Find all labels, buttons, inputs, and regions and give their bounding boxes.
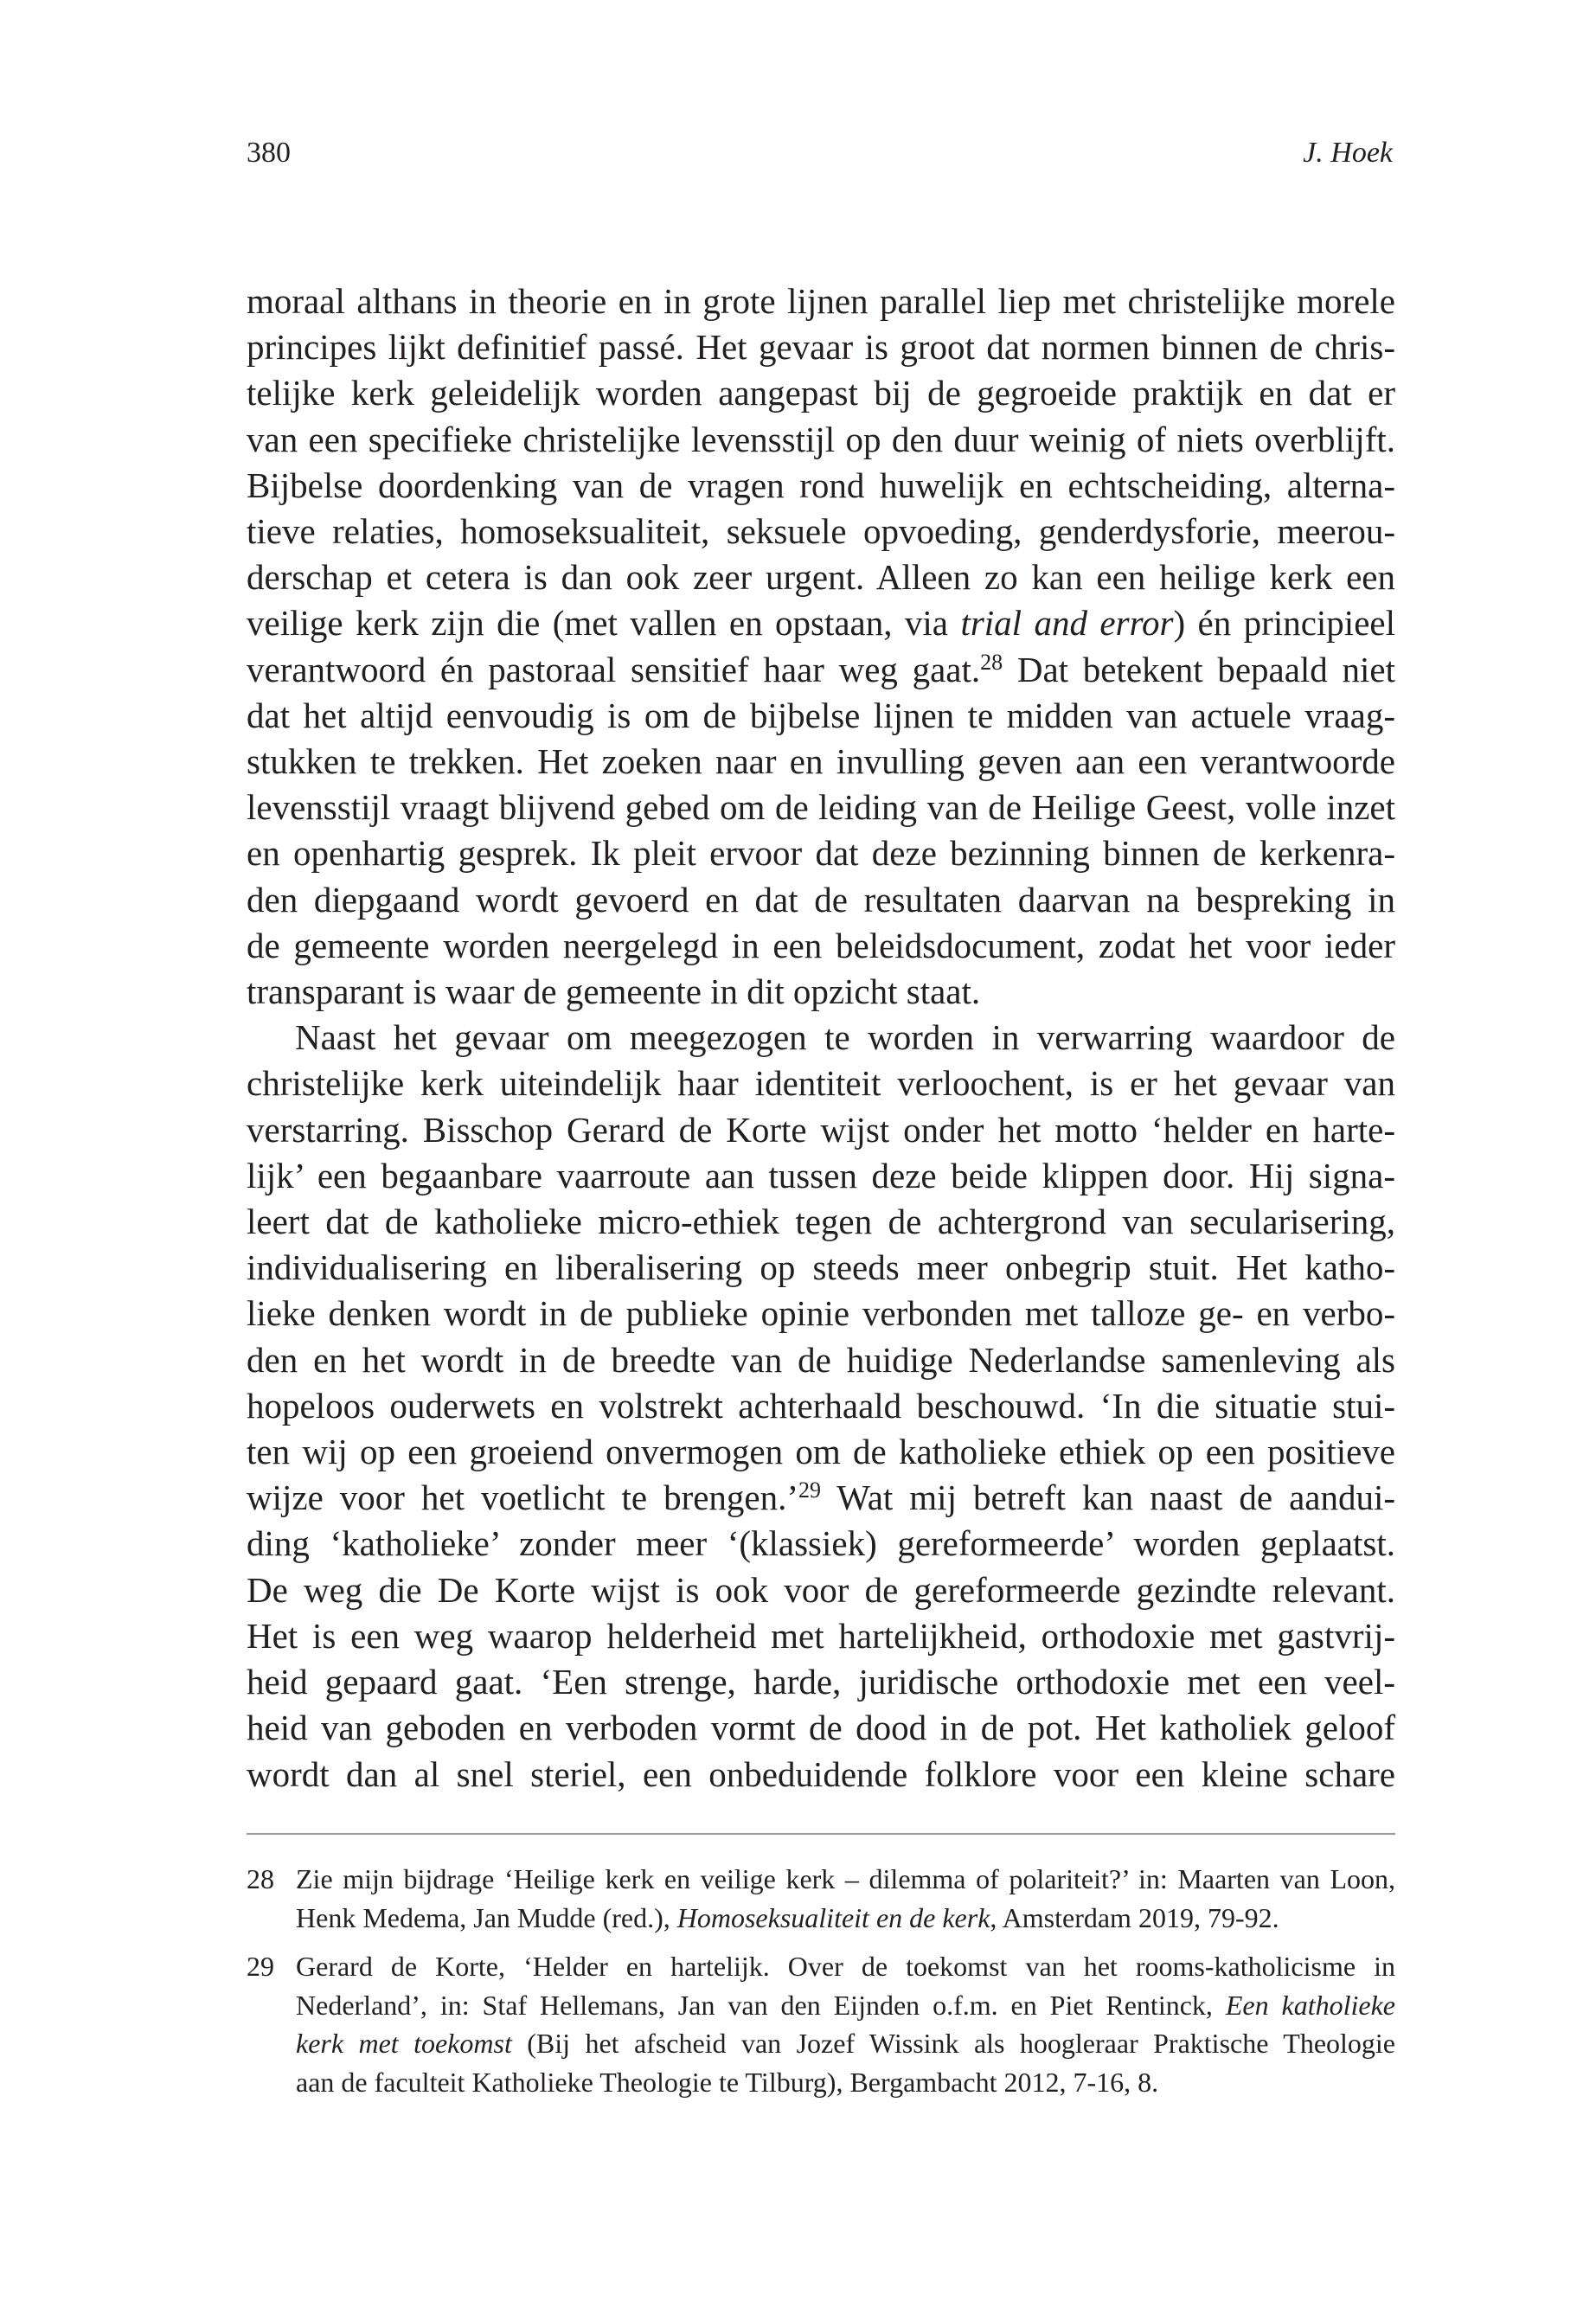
footnote-line: Gerard de Korte, ‘Helder en hartelijk. Over de toekomst van het rooms-katholicisme in (296, 1951, 1395, 1982)
body-line: lijk’ een begaanbare vaarroute aan tussen deze beide klippen door. Hij signa- (247, 1155, 1395, 1195)
body-line: verstarring. Bisschop Gerard de Korte wijst onder het motto ‘helder en harte- (247, 1109, 1395, 1150)
body-line: ding ‘katholieke’ zonder meer ‘(klassiek) gereformeerde’ worden geplaatst. (247, 1523, 1395, 1564)
body-line: moraal althans in theorie en in grote lijnen parallel liep met christelijke morele (247, 281, 1395, 321)
text-run: ) én principieel (1173, 603, 1395, 644)
body-line: de gemeente worden neergelegd in een beleidsdocument, zodat het voor ieder (247, 925, 1395, 965)
body-line: derschap et cetera is dan ook zeer urgent. Alleen zo kan een heilige kerk een (247, 557, 1395, 598)
running-head-author: J. Hoek (1303, 137, 1393, 169)
footnote-ref-28[interactable]: 28 (980, 649, 1003, 675)
body-line: den en het wordt in de breedte van de huidige Nederlandse samenleving als (247, 1339, 1395, 1380)
body-line: hopeloos ouderwets en volstrekt achterhaald beschouwd. ‘In die situatie stui- (247, 1385, 1395, 1426)
body-line: van een specifieke christelijke levensstijl op den duur weinig of niets overblijft. (247, 419, 1395, 459)
body-line: en openhartig gesprek. Ik pleit ervoor dat deze bezinning binnen de kerkenra- (247, 833, 1395, 874)
body-line: ten wij op een groeiend onvermogen om de katholieke ethiek op een positieve (247, 1432, 1395, 1472)
body-line: lieke denken wordt in de publieke opinie verbonden met talloze ge- en verbo- (247, 1293, 1395, 1334)
footnote-line (296, 1986, 1395, 2025)
body-line: telijke kerk geleidelijk worden aangepast bij de gegroeide praktijk en dat er (247, 373, 1395, 413)
footnote-28 (247, 1860, 1395, 1937)
text-run: (Bij het afscheid van Jozef Wissink als hoogleraar Praktische Theologie (511, 2028, 1396, 2059)
footnote-line (296, 2024, 1395, 2063)
footnote-line: aan de faculteit Katholieke Theologie te Tilburg), Bergambacht 2012, 7-16, 8. (296, 2066, 1159, 2098)
body-line (247, 1475, 1395, 1521)
body-line: levensstijl vraagt blijvend gebed om de leiding van de Heilige Geest, volle inzet (247, 787, 1395, 828)
body-line: leert dat de katholieke micro-ethiek tegen de achtergrond van secularisering, (247, 1202, 1395, 1242)
italic-title: kerk met toekomst (296, 2028, 512, 2059)
text-run: , Amsterdam 2019, 79-92. (990, 1901, 1279, 1933)
footnote-separator (247, 1833, 1395, 1835)
text-run: veilige kerk zijn die (met vallen en opstaan, via (247, 603, 961, 644)
body-text (247, 279, 1395, 1798)
footnotes (247, 1860, 1395, 2112)
text-run: Wat mij betreft kan naast de aandui- (821, 1477, 1396, 1518)
text-run: verantwoord én pastoraal sensitief haar weg gaat. (247, 649, 981, 689)
body-line: individualisering en liberalisering op steeds meer onbegrip stuit. Het katho- (247, 1247, 1395, 1288)
footnote-line (296, 1899, 1395, 1938)
body-line: wordt dan al snel steriel, een onbeduidende folklore voor een kleine schare (247, 1753, 1395, 1794)
italic-title: Homoseksualiteit en de kerk (676, 1901, 990, 1933)
footnote-ref-29[interactable]: 29 (798, 1477, 822, 1503)
body-line: Bijbelse doordenking van de vragen rond huwelijk en echtscheiding, alterna- (247, 465, 1395, 505)
body-line: heid van geboden en verboden vormt de dood in de pot. Het katholiek geloof (247, 1708, 1395, 1748)
body-line (247, 600, 1395, 646)
body-line: christelijke kerk uiteindelijk haar identiteit verloochent, is er het gevaar van (247, 1063, 1395, 1104)
body-line: Het is een weg waarop helderheid met hartelijkheid, orthodoxie met gastvrij- (247, 1615, 1395, 1656)
text-run: Dat betekent bepaald niet (1003, 649, 1395, 689)
italic-title: Een katholieke (1225, 1989, 1396, 2021)
italic-phrase: trial and error (960, 603, 1174, 644)
body-line: transparant is waar de gemeente in dit opzicht staat. (247, 971, 981, 1012)
footnote-number: 29 (247, 1951, 274, 1982)
body-line: De weg die De Korte wijst is ook voor de gereformeerde gezindte relevant. (247, 1569, 1395, 1610)
body-line (247, 647, 1395, 693)
text-run: wijze voor het voetlicht te brengen.’ (247, 1477, 799, 1518)
body-line: tieve relaties, homoseksualiteit, seksuele opvoeding, genderdysforie, meerou- (247, 511, 1395, 552)
body-line: den diepgaand wordt gevoerd en dat de resultaten daarvan na bespreking in (247, 879, 1395, 920)
body-line: dat het altijd eenvoudig is om de bijbelse lijnen te midden van actuele vraag- (247, 695, 1395, 735)
footnote-number: 28 (247, 1863, 274, 1894)
body-line: heid gepaard gaat. ‘Een strenge, harde, juridische orthodoxie met een veel- (247, 1662, 1395, 1702)
footnote-29 (247, 1947, 1395, 2101)
body-line: Naast het gevaar om meegezogen te worden in verwarring waardoor de (295, 1017, 1395, 1058)
text-run: Nederland’, in: Staf Hellemans, Jan van den Eijnden o.f.m. en Piet Rentinck, (296, 1989, 1226, 2021)
body-line: principes lijkt definitief passé. Het gevaar is groot dat normen binnen de chris- (247, 327, 1395, 368)
text-run: Henk Medema, Jan Mudde (red.), (296, 1901, 677, 1933)
footnote-line: Zie mijn bijdrage ‘Heilige kerk en veilige kerk – dilemma of polariteit?’ in: Maarten van Loon, (296, 1863, 1395, 1894)
page-number: 380 (247, 137, 291, 169)
body-line: stukken te trekken. Het zoeken naar en invulling geven aan een verantwoorde (247, 741, 1395, 782)
